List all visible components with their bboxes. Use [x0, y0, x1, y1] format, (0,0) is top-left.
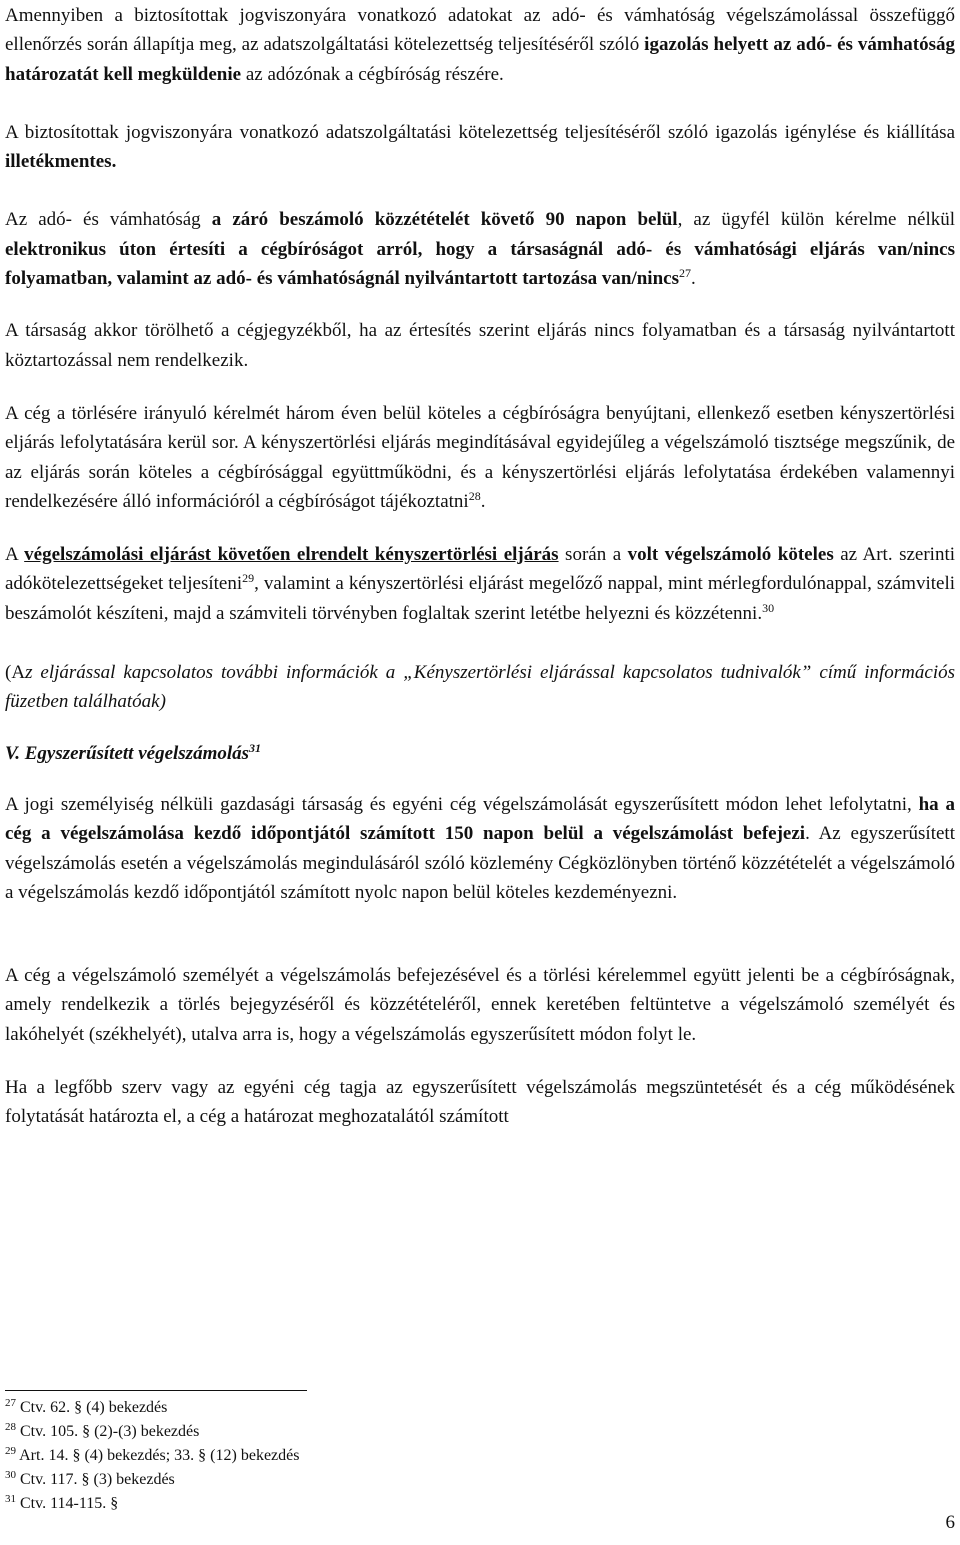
footnote-text: Ctv. 114-115. § — [16, 1495, 119, 1512]
footnote-separator — [5, 1390, 307, 1391]
bold-underlined-text-run: végelszámolási eljárást követően elrendelt kényszertörlési eljárás — [24, 544, 559, 566]
text-run: . — [690, 268, 696, 290]
footnote-ref-28[interactable]: 28 — [468, 488, 481, 503]
footnote-text: Art. 14. § (4) bekezdés; 33. § (12) bekezdés — [16, 1447, 300, 1464]
paragraph-torolheto — [5, 316, 955, 375]
text-run: . Az egyszerűsített végelszámolás esetén a végelszámolás megindulásáról szóló közlemény Cégközlönyben történő közzétételét a végelszámoló a végelszámolás kezdő időpontjától számított nyolc napon belül köteles kezdeményezni. — [5, 823, 955, 903]
text-run: (A — [5, 662, 26, 684]
text-run: A cég a végelszámoló személyét a végelszámolás befejezésével és a törlési kérelemmel együtt jelenti be a cégbíróságnak, amely rendelkezik a törlés bejegyzéséről és közzétételéről, ennek keretében feltüntetve a végelszámoló személyét és lakóhelyét (székhelyét), utalva arra is, hogy a végelszámolás egyszerűsített módon folyt le. — [5, 965, 955, 1045]
footnote-number: 31 — [5, 1493, 16, 1505]
footnote-text: Ctv. 117. § (3) bekezdés — [16, 1471, 175, 1488]
paragraph-ertesites — [5, 205, 955, 293]
footnote-text: Ctv. 62. § (4) bekezdés — [16, 1399, 168, 1416]
footnote-31 — [5, 1492, 299, 1516]
bold-text-run: a záró beszámoló közzétételét követő 90 napon belül — [211, 209, 678, 231]
footnote-ref-30[interactable]: 30 — [762, 600, 775, 615]
footnotes — [5, 1396, 299, 1516]
footnote-30 — [5, 1468, 299, 1492]
page-number: 6 — [945, 1512, 955, 1533]
text-run: A társaság akkor törölhető a cégjegyzékből, ha az értesítés szerint eljárás nincs folyamatban és a társaság nyilvántartott köztartozással nem rendelkezik. — [5, 320, 955, 371]
footnote-28 — [5, 1420, 299, 1444]
heading-text: V. Egyszerűsített végelszámolás — [5, 742, 250, 764]
paragraph-torlesi-kerelem — [5, 399, 955, 516]
text-run: , valamint a kényszertörlési eljárást megelőző nappal, mint mérlegfordulónappal, számviteli beszámolót készíteni, majd a számviteli törvényben foglaltak szerint letétbe helyezni és közzétenni. — [5, 573, 955, 624]
footnote-ref-27[interactable]: 27 — [678, 266, 691, 281]
section-heading — [5, 739, 955, 768]
bold-text-run: volt végelszámoló köteles — [627, 544, 834, 566]
text-run: az Art. szerinti adókötelezettségeket teljesíteni — [5, 544, 955, 595]
text-run: A biztosítottak jogviszonyára vonatkozó adatszolgáltatási kötelezettség teljesítéséről szóló igazolás igénylése és kiállítása — [5, 121, 955, 143]
footnote-number: 28 — [5, 1421, 16, 1433]
footnote-number: 27 — [5, 1397, 16, 1409]
text-run: A jogi személyiség nélküli gazdasági társaság és egyéni cég végelszámolását egyszerűsített módon lehet lefolytatni, — [5, 793, 919, 815]
paragraph-bejelentes — [5, 961, 955, 1049]
text-run: Amennyiben a biztosítottak jogviszonyára vonatkozó adatokat az adó- és vámhatóság végelszámolással összefüggő ellenőrzés során állapítja meg, az adatszolgáltatási kötelezettség teljesítéséről szóló — [5, 5, 955, 56]
paragraph-igazolas-hatarozat — [5, 1, 955, 89]
footnote-number: 30 — [5, 1469, 16, 1481]
text-run: A cég a törlésére irányuló kérelmét három éven belül köteles a cégbíróságra benyújtani, ellenkező esetben kényszertörlési eljárás lefolytatására kerül sor. A kényszertörlési eljárás megindításával egyidejűleg a végelszámoló tisztsége megszűnik, de az eljárás során köteles a cégbírósággal együttműködni, és a kényszertörlési eljárás lefolytatása érdekében valamennyi rendelkezésére álló információról a cégbíróságot tájékoztatni — [5, 402, 955, 512]
paragraph-tovabbi-informaciok — [5, 658, 955, 717]
bold-text-run: elektronikus úton értesíti a cégbíróságot arról, hogy a társaságnál adó- és vámhatósági eljárás van/nincs folyamatban, valamint az adó- és vámhatóságnál nyilvántartott tartozása van/nincs — [5, 238, 955, 290]
italic-text-run: z eljárással kapcsolatos további információk a „Kényszertörlési eljárással kapcsolatos tudnivalók” című információs füzetben találhatóak) — [5, 662, 955, 713]
text-run: . — [480, 490, 486, 512]
footnote-27 — [5, 1396, 299, 1420]
text-run: , az ügyfél külön kérelme nélkül — [677, 209, 955, 231]
text-run: az adózónak a cégbíróság részére. — [241, 63, 504, 85]
footnote-text: Ctv. 105. § (2)-(3) bekezdés — [16, 1423, 200, 1440]
text-run: A — [5, 544, 25, 566]
paragraph-illetekmentes — [5, 118, 955, 177]
bold-text-run: illetékmentes. — [5, 151, 117, 173]
footnote-number: 29 — [5, 1445, 16, 1457]
footnote-29 — [5, 1444, 299, 1468]
text-run: során a — [558, 544, 628, 566]
paragraph-megszuntetes — [5, 1073, 955, 1132]
paragraph-kenyszertorles — [5, 540, 955, 628]
bold-text-run: ha a cég a végelszámolása kezdő időpontjától számított 150 napon belül a végelszámolást befejezi — [5, 793, 955, 845]
text-run: Az adó- és vámhatóság — [5, 209, 212, 231]
text-run: Ha a legfőbb szerv vagy az egyéni cég tagja az egyszerűsített végelszámolás megszüntetését és a cég működésének folytatását határozta el, a cég a határozat meghozatalától számított — [5, 1077, 955, 1128]
footnote-ref-31[interactable]: 31 — [249, 740, 262, 755]
bold-text-run: igazolás helyett az adó- és vámhatóság határozatát kell megküldenie — [5, 34, 955, 85]
footnote-ref-29[interactable]: 29 — [242, 571, 255, 586]
paragraph-egyszerusitett-mod — [5, 790, 955, 907]
